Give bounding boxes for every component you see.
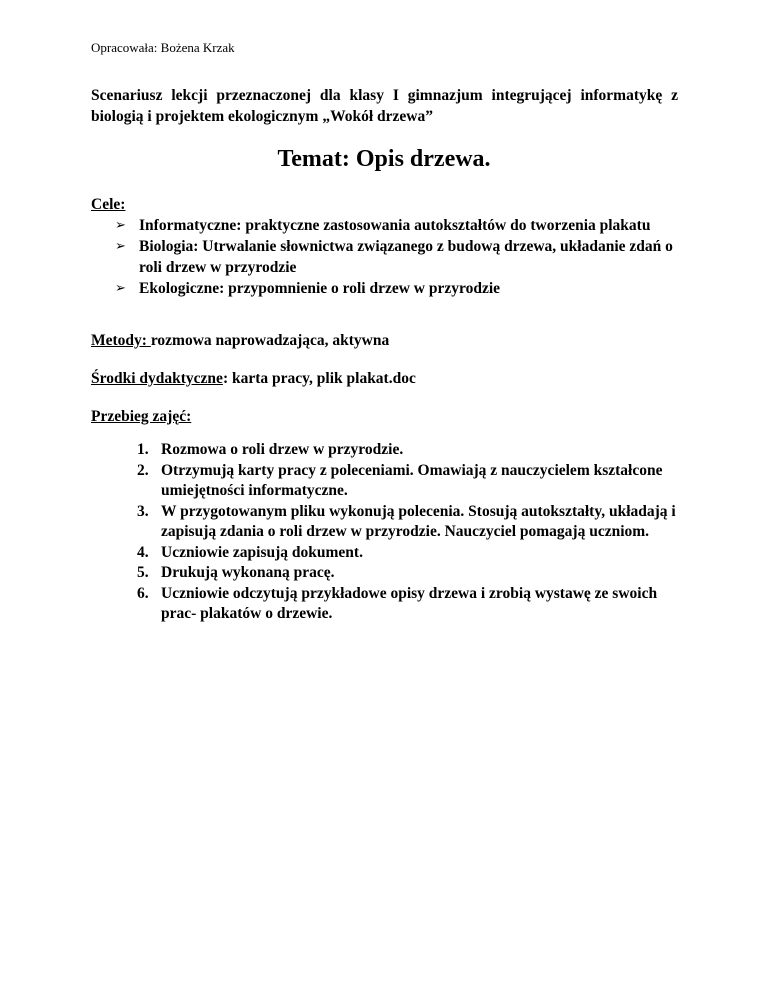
goals-section [91, 194, 691, 299]
goal-text: Biologia: Utrwalanie słownictwa związanego z budową drzewa, układanie zdań o roli drzew w przyrodzie [139, 238, 673, 276]
goal-text: Informatyczne: praktyczne zastosowania autokształtów do tworzenia plakatu [139, 217, 651, 234]
course-heading-line [91, 406, 691, 427]
step-number: 1. [137, 441, 149, 458]
step-text: Drukują wykonaną pracę. [161, 564, 335, 581]
course-step [91, 440, 691, 461]
course-heading: Przebieg zajęć: [91, 408, 192, 425]
goal-item [91, 215, 691, 236]
step-text: Uczniowie zapisują dokument. [161, 543, 363, 561]
course-step [91, 461, 691, 502]
step-text: Uczniowie odczytują przykładowe opisy drzewa i zrobią wystawę ze swoich prac- plakatów o drzewie. [161, 584, 658, 622]
teaching-means-heading: Środki dydaktyczne [91, 370, 223, 387]
lesson-subtitle: Scenariusz lekcji przeznaczonej dla klasy I gimnazjum integrującej informatykę z biologią i projektem ekologicznym „Wokół drzewa” [91, 87, 678, 125]
course-step [91, 563, 691, 584]
course-steps-list [91, 440, 691, 625]
arrow-bullet-icon: ➢ [115, 218, 126, 233]
step-number: 6. [137, 584, 149, 602]
course-step [91, 584, 691, 625]
goal-item [91, 278, 691, 299]
goals-heading: Cele: [91, 196, 126, 213]
author-line: Opracowała: Bożena Krzak [91, 40, 235, 55]
arrow-bullet-icon: ➢ [115, 239, 126, 254]
course-step [91, 502, 691, 543]
methods-heading: Metody: [91, 332, 151, 349]
step-text: Otrzymują karty pracy z poleceniami. Omawiają z nauczycielem kształcone umiejętności informatyczne. [161, 461, 663, 499]
step-text: W przygotowanym pliku wykonują polecenia. Stosują autokształty, układają i zapisują zdania o roli drzew w przyrodzie. Nauczyciel pomagają uczniom. [161, 502, 676, 540]
goals-list [91, 215, 691, 299]
step-number: 5. [137, 564, 149, 581]
arrow-bullet-icon: ➢ [115, 281, 126, 296]
methods-line [91, 330, 691, 351]
step-text: Rozmowa o roli drzew w przyrodzie. [161, 441, 404, 458]
lesson-topic: Temat: Opis drzewa. [277, 146, 491, 172]
step-number: 2. [137, 461, 149, 479]
course-step [91, 543, 691, 564]
methods-text: rozmowa naprowadzająca, aktywna [150, 332, 390, 349]
teaching-means-line [91, 368, 691, 389]
step-number: 4. [137, 543, 149, 561]
goal-text: Ekologiczne: przypomnienie o roli drzew w przyrodzie [139, 280, 501, 297]
step-number: 3. [137, 502, 149, 520]
teaching-means-text: : karta pracy, plik plakat.doc [222, 370, 416, 387]
goal-item [91, 236, 691, 278]
